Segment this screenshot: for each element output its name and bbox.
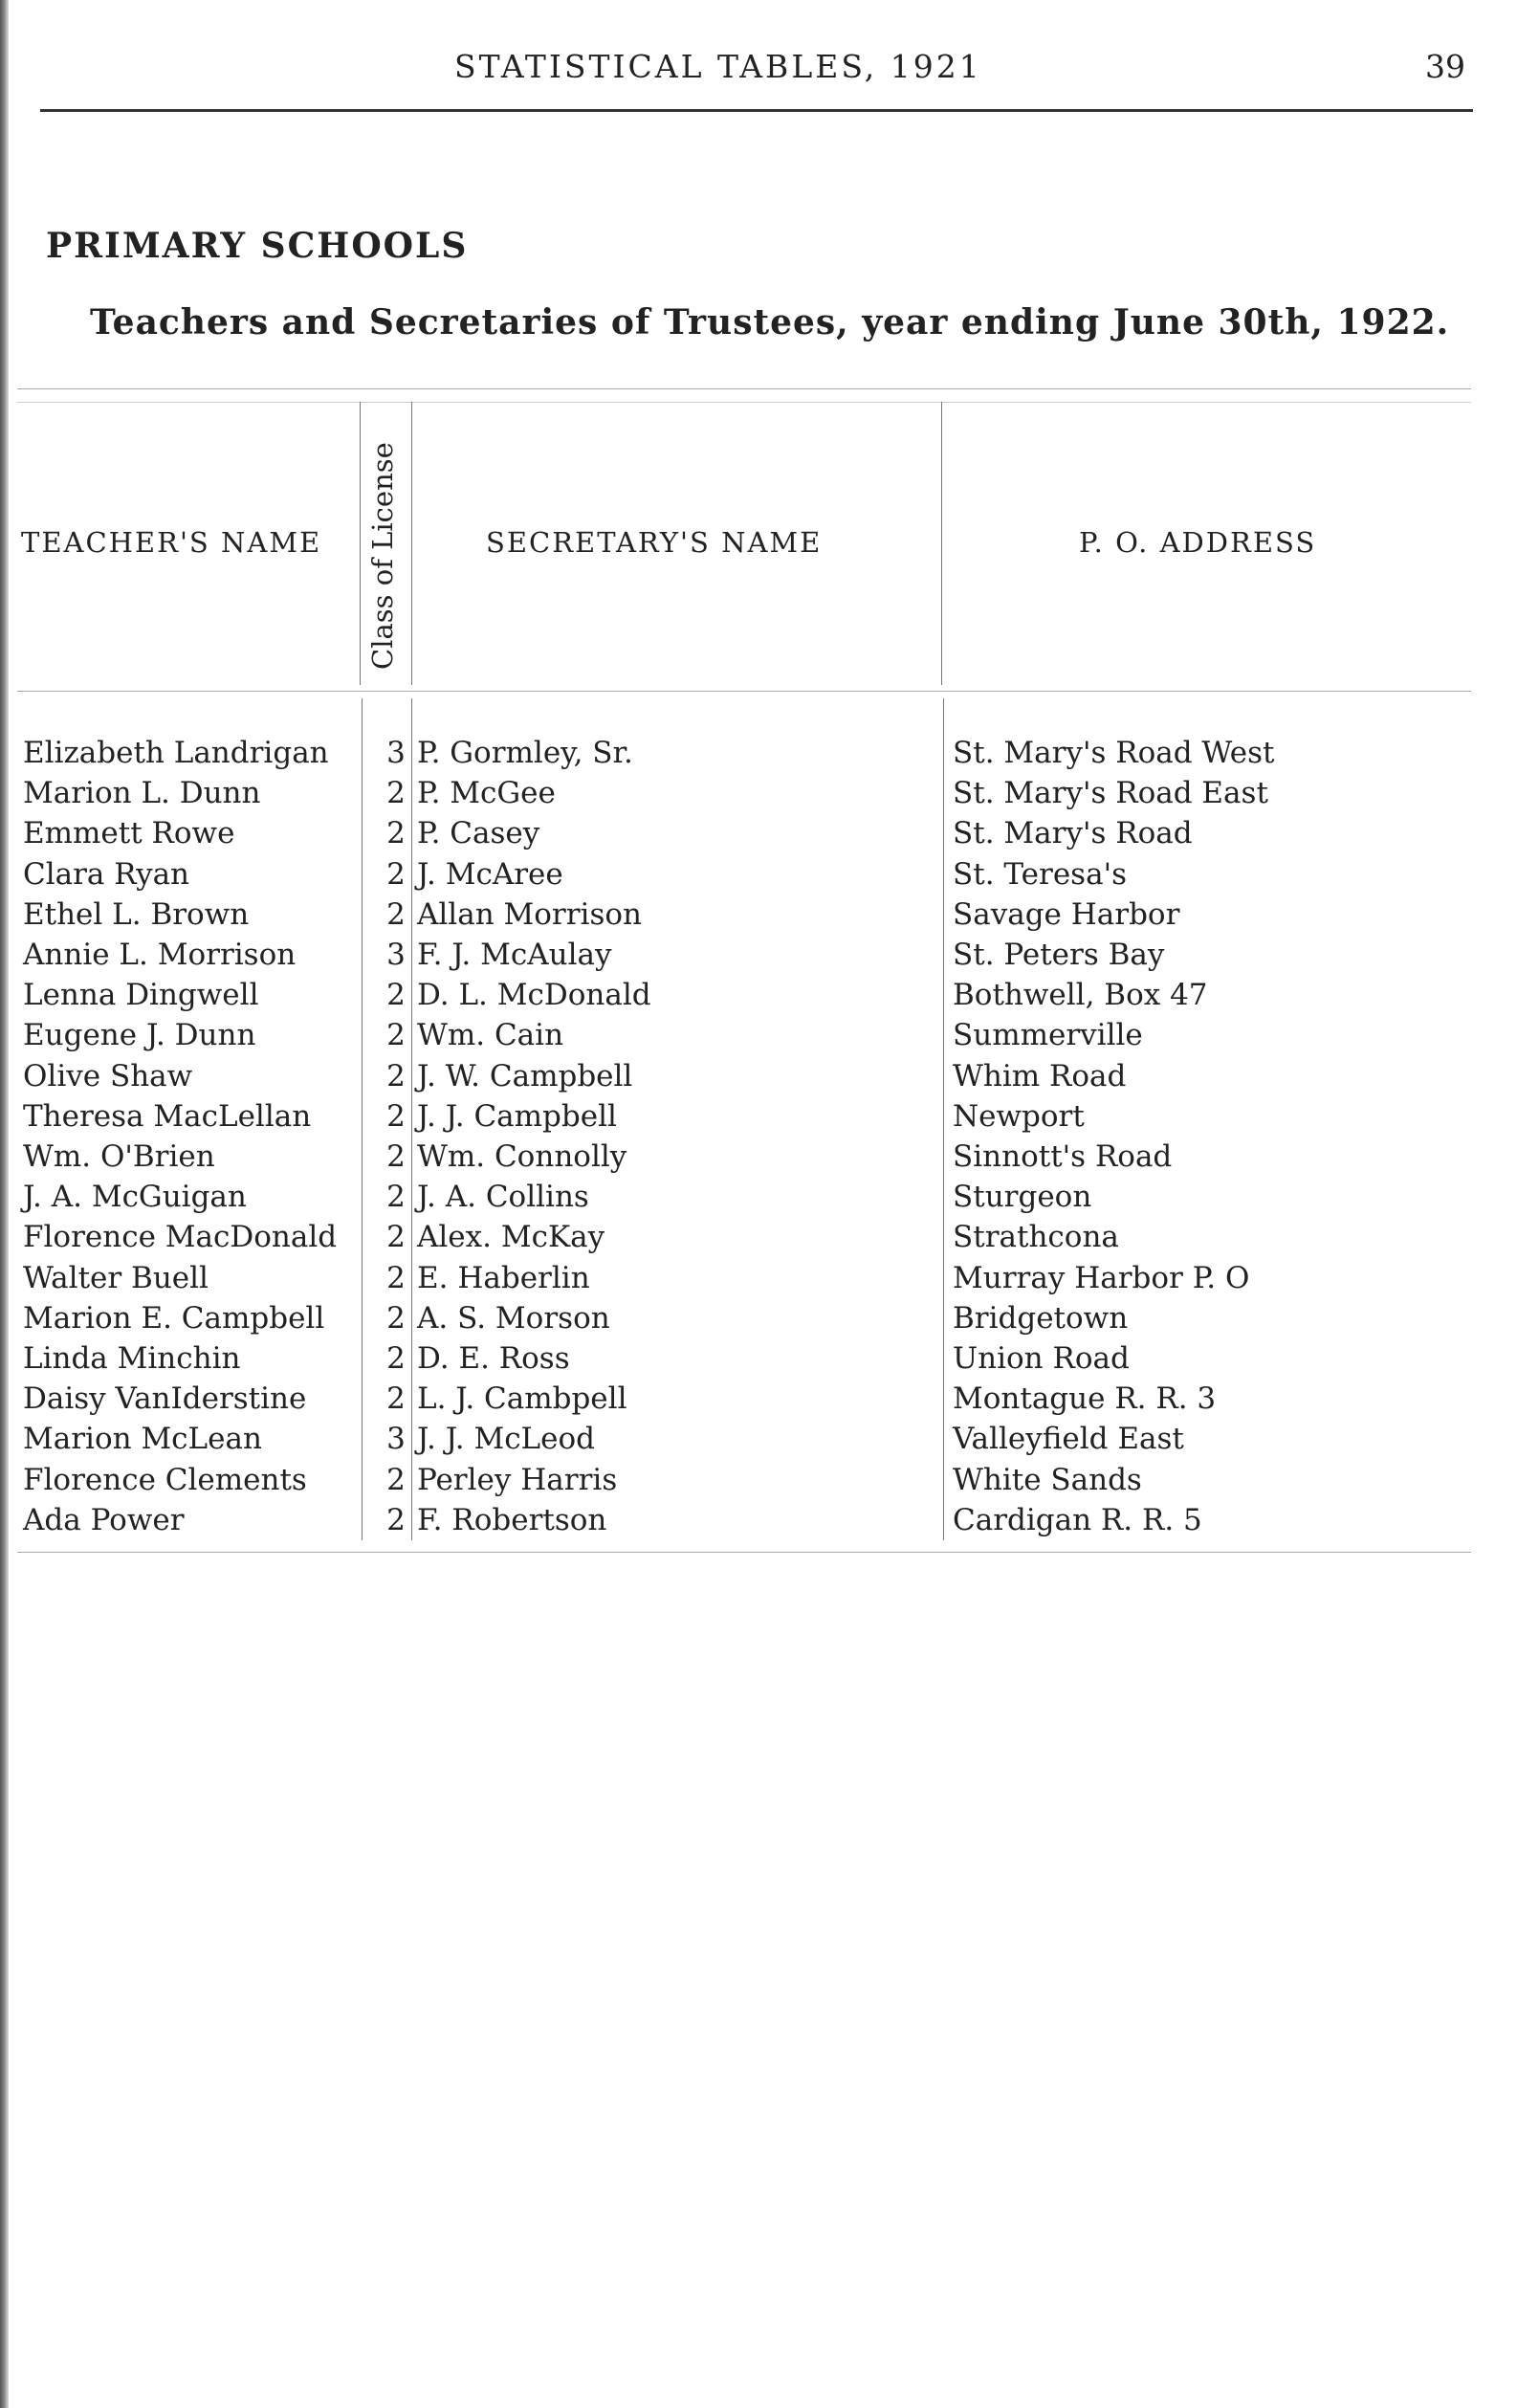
cell-address: Strathcona xyxy=(953,1220,1119,1255)
column-divider-license-left xyxy=(360,402,361,685)
cell-address: Whim Road xyxy=(953,1058,1127,1094)
cell-secretary: P. McGee xyxy=(417,776,556,811)
header-rule xyxy=(40,109,1473,112)
cell-secretary: F. J. McAulay xyxy=(417,938,612,972)
column-header-secretary: SECRETARY'S NAME xyxy=(486,526,823,559)
cell-address: Sinnott's Road xyxy=(953,1139,1173,1174)
table-row xyxy=(0,1137,1517,1177)
table-row xyxy=(0,854,1517,895)
cell-teacher: Olive Shaw xyxy=(23,1058,193,1094)
column-header-license: Class of License xyxy=(366,442,399,670)
cell-teacher: Marion L. Dunn xyxy=(23,776,261,811)
header-separator-rule xyxy=(17,691,1471,692)
cell-teacher: Clara Ryan xyxy=(23,856,190,892)
cell-address: White Sands xyxy=(953,1462,1142,1497)
cell-teacher: Florence MacDonald xyxy=(23,1220,338,1255)
cell-license: 3 xyxy=(386,736,406,770)
table-row xyxy=(0,813,1517,853)
table-bottom-rule xyxy=(17,1552,1471,1553)
cell-license: 3 xyxy=(386,1422,406,1457)
cell-license: 2 xyxy=(386,1502,406,1537)
page-number: 39 xyxy=(1425,48,1465,85)
table-row xyxy=(0,1015,1517,1055)
table-row xyxy=(0,1096,1517,1137)
column-divider-address xyxy=(941,402,942,685)
cell-license: 3 xyxy=(386,938,406,972)
cell-secretary: Wm. Connolly xyxy=(417,1139,627,1174)
cell-address: Newport xyxy=(953,1098,1085,1134)
cell-address: Savage Harbor xyxy=(953,896,1180,932)
cell-secretary: Perley Harris xyxy=(417,1462,618,1497)
cell-teacher: Ethel L. Brown xyxy=(23,896,250,932)
cell-teacher: Walter Buell xyxy=(23,1260,209,1295)
cell-secretary: F. Robertson xyxy=(417,1502,607,1537)
column-header-teacher: TEACHER'S NAME xyxy=(21,526,322,559)
cell-teacher: Daisy VanIderstine xyxy=(23,1381,307,1417)
cell-license: 2 xyxy=(386,1058,406,1094)
cell-address: Valleyfield East xyxy=(953,1422,1184,1457)
cell-address: Bothwell, Box 47 xyxy=(953,978,1208,1013)
cell-teacher: Eugene J. Dunn xyxy=(23,1018,256,1053)
cell-secretary: J. McAree xyxy=(417,856,563,892)
table-top-rule xyxy=(17,388,1471,389)
cell-address: Summerville xyxy=(953,1018,1143,1053)
cell-license: 2 xyxy=(386,856,406,892)
table-top-rule-inner xyxy=(17,402,1471,403)
cell-license: 2 xyxy=(386,1180,406,1215)
cell-license: 2 xyxy=(386,1098,406,1134)
cell-address: Montague R. R. 3 xyxy=(953,1381,1217,1417)
table-row xyxy=(0,975,1517,1015)
cell-secretary: Alex. McKay xyxy=(417,1220,605,1255)
cell-teacher: Linda Minchin xyxy=(23,1341,241,1376)
cell-address: St. Mary's Road xyxy=(953,816,1193,851)
table-row xyxy=(0,935,1517,975)
table-row xyxy=(0,1338,1517,1379)
cell-address: Murray Harbor P. O xyxy=(953,1260,1250,1295)
cell-address: Sturgeon xyxy=(953,1180,1092,1215)
table-row xyxy=(0,1419,1517,1459)
cell-address: St. Peters Bay xyxy=(953,938,1165,972)
cell-teacher: Annie L. Morrison xyxy=(23,938,297,972)
cell-secretary: D. E. Ross xyxy=(417,1341,570,1376)
table-row xyxy=(0,1460,1517,1500)
cell-secretary: P. Gormley, Sr. xyxy=(417,736,633,770)
table-row xyxy=(0,733,1517,773)
table-row xyxy=(0,1217,1517,1257)
cell-teacher: Emmett Rowe xyxy=(23,816,235,851)
cell-secretary: E. Haberlin xyxy=(417,1260,590,1295)
cell-secretary: Allan Morrison xyxy=(417,896,643,932)
cell-teacher: Marion E. Campbell xyxy=(23,1300,325,1336)
cell-license: 2 xyxy=(386,1462,406,1497)
table-row xyxy=(0,1056,1517,1096)
running-header: STATISTICAL TABLES, 1921 xyxy=(454,48,982,85)
cell-address: Cardigan R. R. 5 xyxy=(953,1502,1202,1537)
cell-license: 2 xyxy=(386,1018,406,1053)
table-row xyxy=(0,1500,1517,1540)
column-divider-license-right xyxy=(411,402,412,685)
cell-secretary: J. J. McLeod xyxy=(417,1422,595,1457)
cell-secretary: D. L. McDonald xyxy=(417,978,651,1013)
cell-teacher: Elizabeth Landrigan xyxy=(23,736,329,770)
cell-license: 2 xyxy=(386,776,406,811)
table-row xyxy=(0,1379,1517,1419)
cell-license: 2 xyxy=(386,896,406,932)
cell-secretary: J. W. Campbell xyxy=(417,1058,633,1094)
table-row xyxy=(0,1298,1517,1338)
cell-license: 2 xyxy=(386,1300,406,1336)
cell-teacher: Theresa MacLellan xyxy=(23,1098,312,1134)
cell-license: 2 xyxy=(386,1139,406,1174)
cell-secretary: P. Casey xyxy=(417,816,540,851)
cell-secretary: L. J. Cambpell xyxy=(417,1381,627,1417)
cell-address: Union Road xyxy=(953,1341,1130,1376)
cell-secretary: J. J. Campbell xyxy=(417,1098,617,1134)
cell-teacher: Wm. O'Brien xyxy=(23,1139,215,1174)
section-title: PRIMARY SCHOOLS xyxy=(46,226,469,266)
cell-secretary: A. S. Morson xyxy=(417,1300,610,1336)
cell-address: St. Mary's Road East xyxy=(953,776,1268,811)
table-row xyxy=(0,773,1517,813)
cell-license: 2 xyxy=(386,1220,406,1255)
cell-license: 2 xyxy=(386,816,406,851)
cell-teacher: Lenna Dingwell xyxy=(23,978,259,1013)
cell-teacher: Florence Clements xyxy=(23,1462,307,1497)
cell-secretary: Wm. Cain xyxy=(417,1018,564,1053)
column-header-address: P. O. ADDRESS xyxy=(1079,526,1317,559)
cell-license: 2 xyxy=(386,1341,406,1376)
cell-address: St. Mary's Road West xyxy=(953,736,1275,770)
section-subtitle: Teachers and Secretaries of Trustees, year ending June 30th, 1922. xyxy=(90,302,1450,342)
table-row xyxy=(0,895,1517,935)
table-row xyxy=(0,1258,1517,1298)
cell-license: 2 xyxy=(386,978,406,1013)
cell-license: 2 xyxy=(386,1381,406,1417)
cell-teacher: J. A. McGuigan xyxy=(23,1180,247,1215)
cell-secretary: J. A. Collins xyxy=(417,1180,589,1215)
cell-address: Bridgetown xyxy=(953,1300,1129,1336)
table-row xyxy=(0,1177,1517,1217)
cell-address: St. Teresa's xyxy=(953,856,1128,892)
cell-teacher: Ada Power xyxy=(23,1502,185,1537)
cell-license: 2 xyxy=(386,1260,406,1295)
cell-teacher: Marion McLean xyxy=(23,1422,262,1457)
